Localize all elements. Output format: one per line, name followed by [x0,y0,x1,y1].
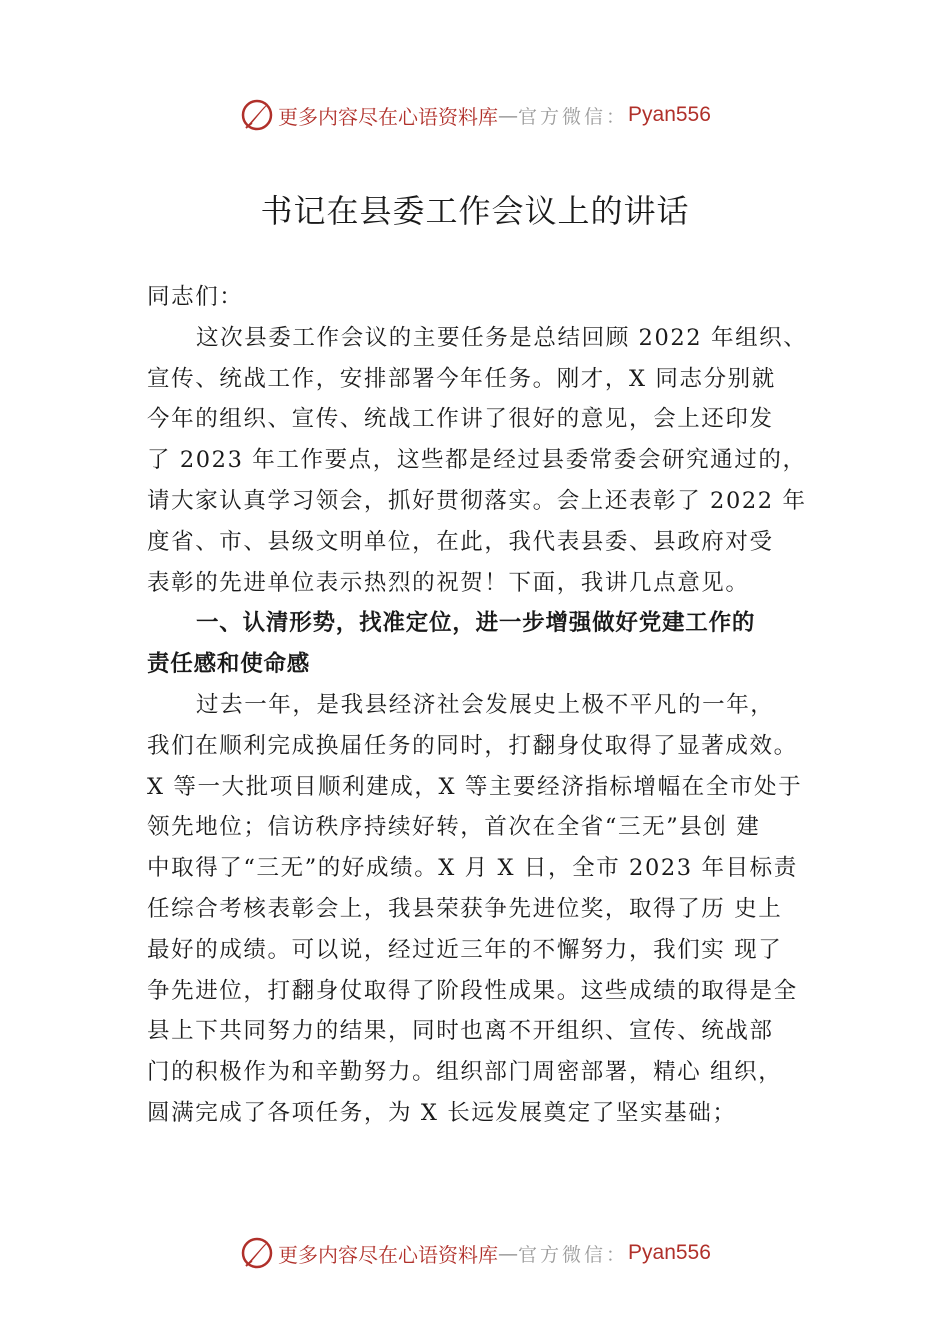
salutation: 同志们： [147,284,244,310]
quill-logo-icon [240,1236,274,1270]
paragraph-line: 我们在顺利完成换届任务的同时，打翻身仗取得了显著成效。 [147,732,798,759]
paragraph-line: 领先地位；信访秩序持续好转，首次在全省“三无”县创 建 [147,814,761,841]
paragraph-line: 争先进位，打翻身仗取得了阶段性成果。这些成绩的取得是全 [147,977,798,1004]
paragraph-line: 宣传、统战工作，安排部署今年任务。刚才，X 同志分别就 [147,365,776,392]
paragraph-line: 表彰的先进单位表示热烈的祝贺！下面，我讲几点意见。 [147,569,750,596]
paragraph-line: 最好的成绩。可以说，经过近三年的不懈努力，我们实 现了 [147,936,783,963]
paragraph-line: 中取得了“三无”的好成绩。X 月 X 日，全市 2023 年目标责 [147,855,798,882]
watermark-account: Pyan556 [628,1241,711,1264]
watermark-text: 更多内容尽在心语资料库 [278,1242,498,1267]
paragraph-line: 任综合考核表彰会上，我县荣获争先进位奖，取得了历 史上 [147,895,783,922]
paragraph-line: X 等一大批项目顺利建成，X 等主要经济指标增幅在全市处于 [147,773,803,800]
paragraph-line: 请大家认真学习领会，抓好贯彻落实。会上还表彰了 2022 年 [147,487,807,514]
watermark-separator: — [498,103,518,127]
paragraph-line: 了 2023 年工作要点，这些都是经过县委常委会研究通过的， [147,447,807,474]
paragraph-line: 这次县委工作会议的主要任务是总结回顾 2022 年组织、 [196,324,808,351]
paragraph-line: 今年的组织、宣传、统战工作讲了很好的意见，会上还印发 [147,406,774,433]
document-body [147,277,837,1134]
watermark-label: 官方微信： [518,105,629,128]
document-title: 书记在县委工作会议上的讲话 [260,192,690,230]
paragraph-line: 门的积极作为和辛勤努力。组织部门周密部署，精心 组织， [147,1059,783,1086]
watermark-label: 官方微信： [518,1243,629,1266]
paragraph-line: 度省、市、县级文明单位，在此，我代表县委、县政府对受 [147,528,774,555]
watermark-account: Pyan556 [628,103,711,126]
quill-logo-icon [240,98,274,132]
watermark-separator: — [498,1241,518,1265]
watermark-footer [240,1233,711,1273]
section-heading: 责任感和使命感 [147,651,311,678]
paragraph-line: 过去一年，是我县经济社会发展史上极不平凡的一年， [196,691,775,718]
paragraph-line: 县上下共同努力的结果，同时也离不开组织、宣传、统战部 [147,1018,774,1045]
section-heading: 一、认清形势，找准定位，进一步增强做好党建工作的 [196,610,756,637]
watermark-text: 更多内容尽在心语资料库 [278,104,498,129]
paragraph-line: 圆满完成了各项任务，为 X 长远发展奠定了坚实基础； [147,1099,737,1126]
watermark-header [240,95,711,135]
